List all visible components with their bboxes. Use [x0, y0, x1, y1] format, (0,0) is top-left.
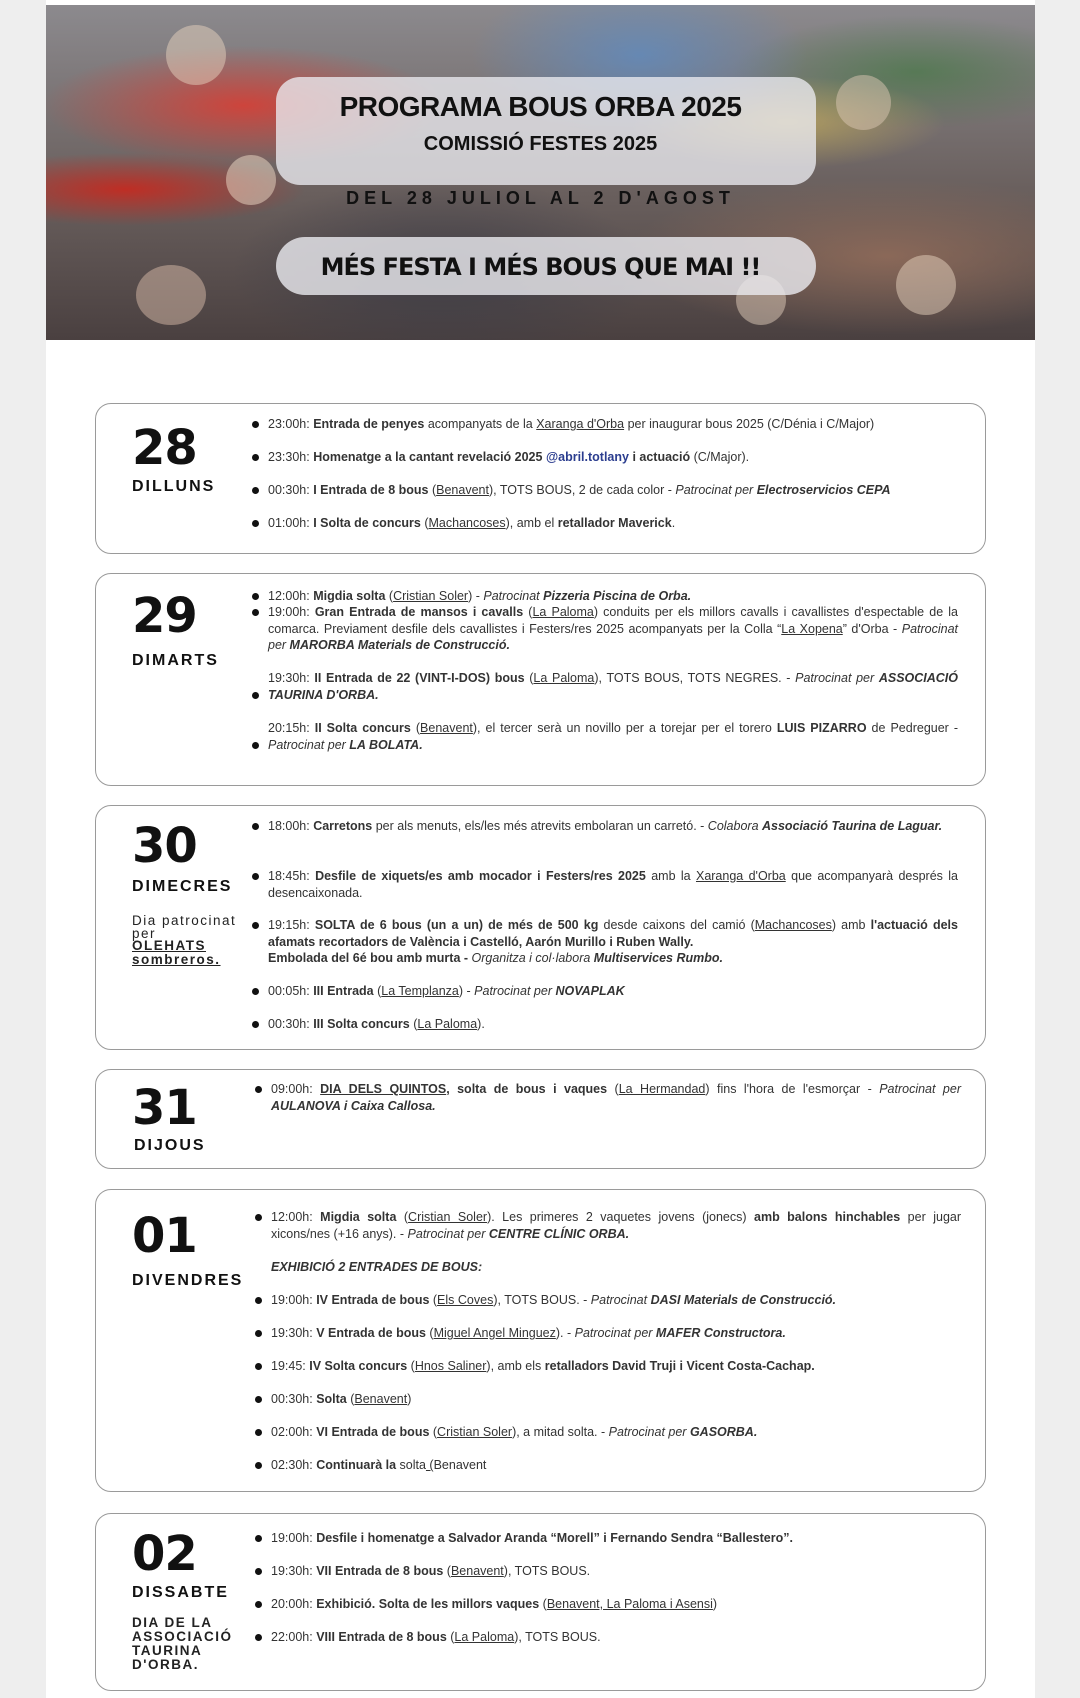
day-card-29 — [95, 573, 986, 786]
event-item: 19:00h: Desfile i homenatge a Salvador Aranda “Morell” i Fernando Sendra “Ballestero”. — [271, 1530, 961, 1547]
event-item: 12:00h: Migdia solta (Cristian Soler) - Patrocinat Pizzeria Piscina de Orba. — [268, 588, 958, 605]
event-item: 20:15h: II Solta concurs (Benavent), el tercer serà un novillo per a torejar per el torero LUIS PIZARRO de Pedreguer - Patrocinat per LA BOLATA. — [268, 721, 959, 752]
day-number: 31 — [132, 1080, 197, 1136]
day-card-28 — [95, 403, 986, 554]
event-item: 18:00h: Carretons per als menuts, els/les més atrevits embolaran un carretó. - Colabora Associació Taurina de Laguar. — [268, 818, 958, 835]
day-card-31 — [95, 1069, 986, 1169]
day-card-02 — [95, 1513, 986, 1691]
event-item: 19:30h: V Entrada de bous (Miguel Angel Minguez). - Patrocinat per MAFER Constructora. — [271, 1325, 961, 1342]
event-item: 00:05h: III Entrada (La Templanza) - Patrocinat per NOVAPLAK — [268, 983, 958, 1000]
bullet-dot — [252, 742, 259, 749]
day-name: DIMECRES — [132, 878, 233, 895]
event-item: 00:30h: Solta (Benavent) — [271, 1391, 961, 1408]
day-name: DIVENDRES — [132, 1272, 244, 1289]
day-sponsor-note: Dia patrocinat per OLEHATS sombreros. — [132, 913, 237, 967]
event-item: 00:30h: III Solta concurs (La Paloma). — [268, 1016, 958, 1033]
day-number: 28 — [132, 420, 197, 476]
event-item: 02:00h: VI Entrada de bous (Cristian Soler), a mitad solta. - Patrocinat per GASORBA. — [271, 1424, 961, 1441]
event-item: 19:00h: Gran Entrada de mansos i cavalls (La Paloma) conduits per els millors cavalls i cavallistes d'espectable de la comarca. Previament desfile dels cavallistes i Festers/res 2025 acompanyats per la Colla “La Xopena” d'Orba - Patrocinat per MARORBA Materials de Construcció. — [268, 605, 959, 652]
day-number: 02 — [132, 1526, 197, 1582]
event-item: 12:00h: Migdia solta (Cristian Soler). Les primeres 2 vaquetes jovens (jonecs) amb balons hinchables per jugar xicons/nes (+16 anys). - Patrocinat per CENTRE CLÍNIC ORBA. — [271, 1210, 962, 1241]
event-item: 23:30h: Homenatge a la cantant revelació 2025 @abril.totlany i actuació (C/Major). — [268, 449, 958, 466]
day-sponsor-note: DIA DE LA ASSOCIACIÓ TAURINA D'ORBA. — [132, 1615, 233, 1672]
day-number: 30 — [132, 818, 197, 874]
event-item: 01:00h: I Solta de concurs (Machancoses), amb el retallador Maverick. — [268, 515, 958, 532]
event-item: 19:30h: VII Entrada de 8 bous (Benavent), TOTS BOUS. — [271, 1563, 961, 1580]
program-subtitle: COMISSIÓ FESTES 2025 — [423, 133, 658, 155]
event-item: 19:15h: SOLTA de 6 bous (un a un) de més de 500 kg desde caixons del camió (Machancoses) amb l'actuació dels afamats recortadors de València i Castelló, Aarón Murillo i Ruben Wally. Embolada del 6é bou amb murta - Organitza i col·labora Multiservices Rumbo. — [268, 918, 958, 965]
day-name: DILLUNS — [132, 478, 216, 495]
bullet-dot — [252, 692, 259, 699]
day-name: DISSABTE — [132, 1584, 229, 1601]
event-subheading: EXHIBICIÓ 2 ENTRADES DE BOUS: — [271, 1260, 483, 1274]
event-item: 20:00h: Exhibició. Solta de les millors vaques (Benavent, La Paloma i Asensi) — [271, 1596, 961, 1613]
program-dates: DEL 28 JULIOL AL 2 D'AGOST — [346, 188, 735, 208]
event-item: 00:30h: I Entrada de 8 bous (Benavent), TOTS BOUS, 2 de cada color - Patrocinat per Electroservicios CEPA — [268, 482, 958, 499]
header-photo — [46, 5, 1035, 340]
event-item: 02:30h: Continuarà la solta (Benavent — [271, 1457, 961, 1474]
event-item: 19:45: IV Solta concurs (Hnos Saliner), amb els retalladors David Truji i Vicent Costa-Cachap. — [271, 1358, 961, 1375]
day-card-01 — [95, 1189, 986, 1492]
day-number: 29 — [132, 588, 197, 644]
day-name: DIJOUS — [134, 1137, 206, 1154]
event-item: 19:00h: IV Entrada de bous (Els Coves), TOTS BOUS. - Patrocinat DASI Materials de Construcció. — [271, 1292, 961, 1309]
program-title: PROGRAMA BOUS ORBA 2025 — [339, 91, 742, 122]
event-item: 18:45h: Desfile de xiquets/es amb mocador i Festers/res 2025 amb la Xaranga d'Orba que acompanyarà després la desencaixonada. — [268, 869, 959, 900]
program-slogan: MÉS FESTA I MÉS BOUS QUE MAI !! — [320, 253, 761, 281]
day-card-30 — [95, 805, 986, 1050]
event-item: 09:00h: DIA DELS QUINTOS, solta de bous i vaques (La Hermandad) fins l'hora de l'esmorçar - Patrocinat per AULANOVA i Caixa Callosa. — [271, 1082, 961, 1113]
day-number: 01 — [132, 1208, 197, 1264]
event-item: 19:30h: II Entrada de 22 (VINT-I-DOS) bous (La Paloma), TOTS BOUS, TOTS NEGRES. - Patrocinat per ASSOCIACIÓ TAURINA D'ORBA. — [268, 671, 959, 702]
day-name: DIMARTS — [132, 652, 219, 669]
event-item: 22:00h: VIII Entrada de 8 bous (La Paloma), TOTS BOUS. — [271, 1629, 961, 1646]
event-item: 23:00h: Entrada de penyes acompanyats de la Xaranga d'Orba per inaugurar bous 2025 (C/Dénia i C/Major) — [268, 416, 958, 433]
